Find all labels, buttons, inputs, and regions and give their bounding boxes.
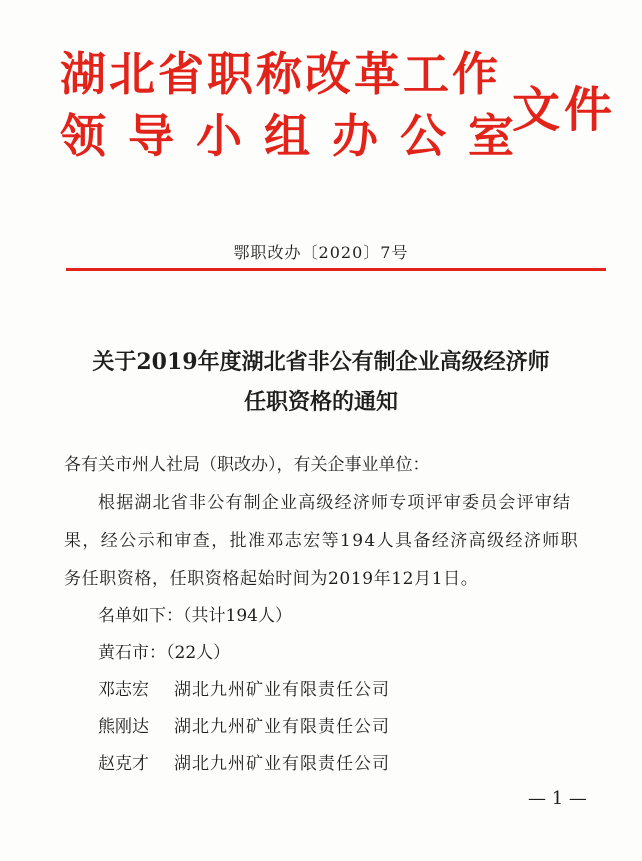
list-header: 名单如下：（共计194人） [98, 606, 292, 626]
company-name: 湖北九州矿业有限责任公司 [174, 717, 390, 737]
addressee: 各有关市州人社局（职改办），有关企事业单位： [64, 455, 430, 475]
paragraph-line-1: 根据湖北省非公有制企业高级经济师专项评审委员会评审结 [98, 493, 572, 513]
person-name: 邓志宏 [98, 680, 149, 700]
masthead-line-2: 领导小组办公室 [60, 109, 536, 163]
document-title [0, 342, 642, 422]
masthead-line-1: 湖北省职称改革工作 [60, 47, 501, 101]
person-name: 熊刚达 [98, 717, 149, 737]
paragraph-line-3: 务任职资格，任职资格起始时间为2019年12月1日。 [64, 569, 479, 589]
company-name: 湖北九州矿业有限责任公司 [174, 754, 390, 774]
person-name: 赵克才 [98, 754, 149, 774]
title-line-1: 关于2019年度湖北省非公有制企业高级经济师 [92, 349, 550, 375]
document-number: 鄂职改办〔2020〕7号 [233, 243, 409, 262]
red-divider [66, 268, 606, 271]
page-number: — 1 — [528, 788, 587, 809]
title-line-2: 任职资格的通知 [243, 389, 398, 415]
masthead-document-label: 文件 [512, 82, 617, 138]
masthead [60, 44, 620, 174]
list-item [98, 716, 390, 738]
company-name: 湖北九州矿业有限责任公司 [174, 680, 390, 700]
city-heading: 黄石市：（22人） [98, 643, 231, 663]
paragraph-line-2: 果，经公示和审查，批准邓志宏等194人具备经济高级经济师职 [64, 531, 580, 551]
list-item [98, 679, 390, 701]
list-item [98, 753, 390, 775]
